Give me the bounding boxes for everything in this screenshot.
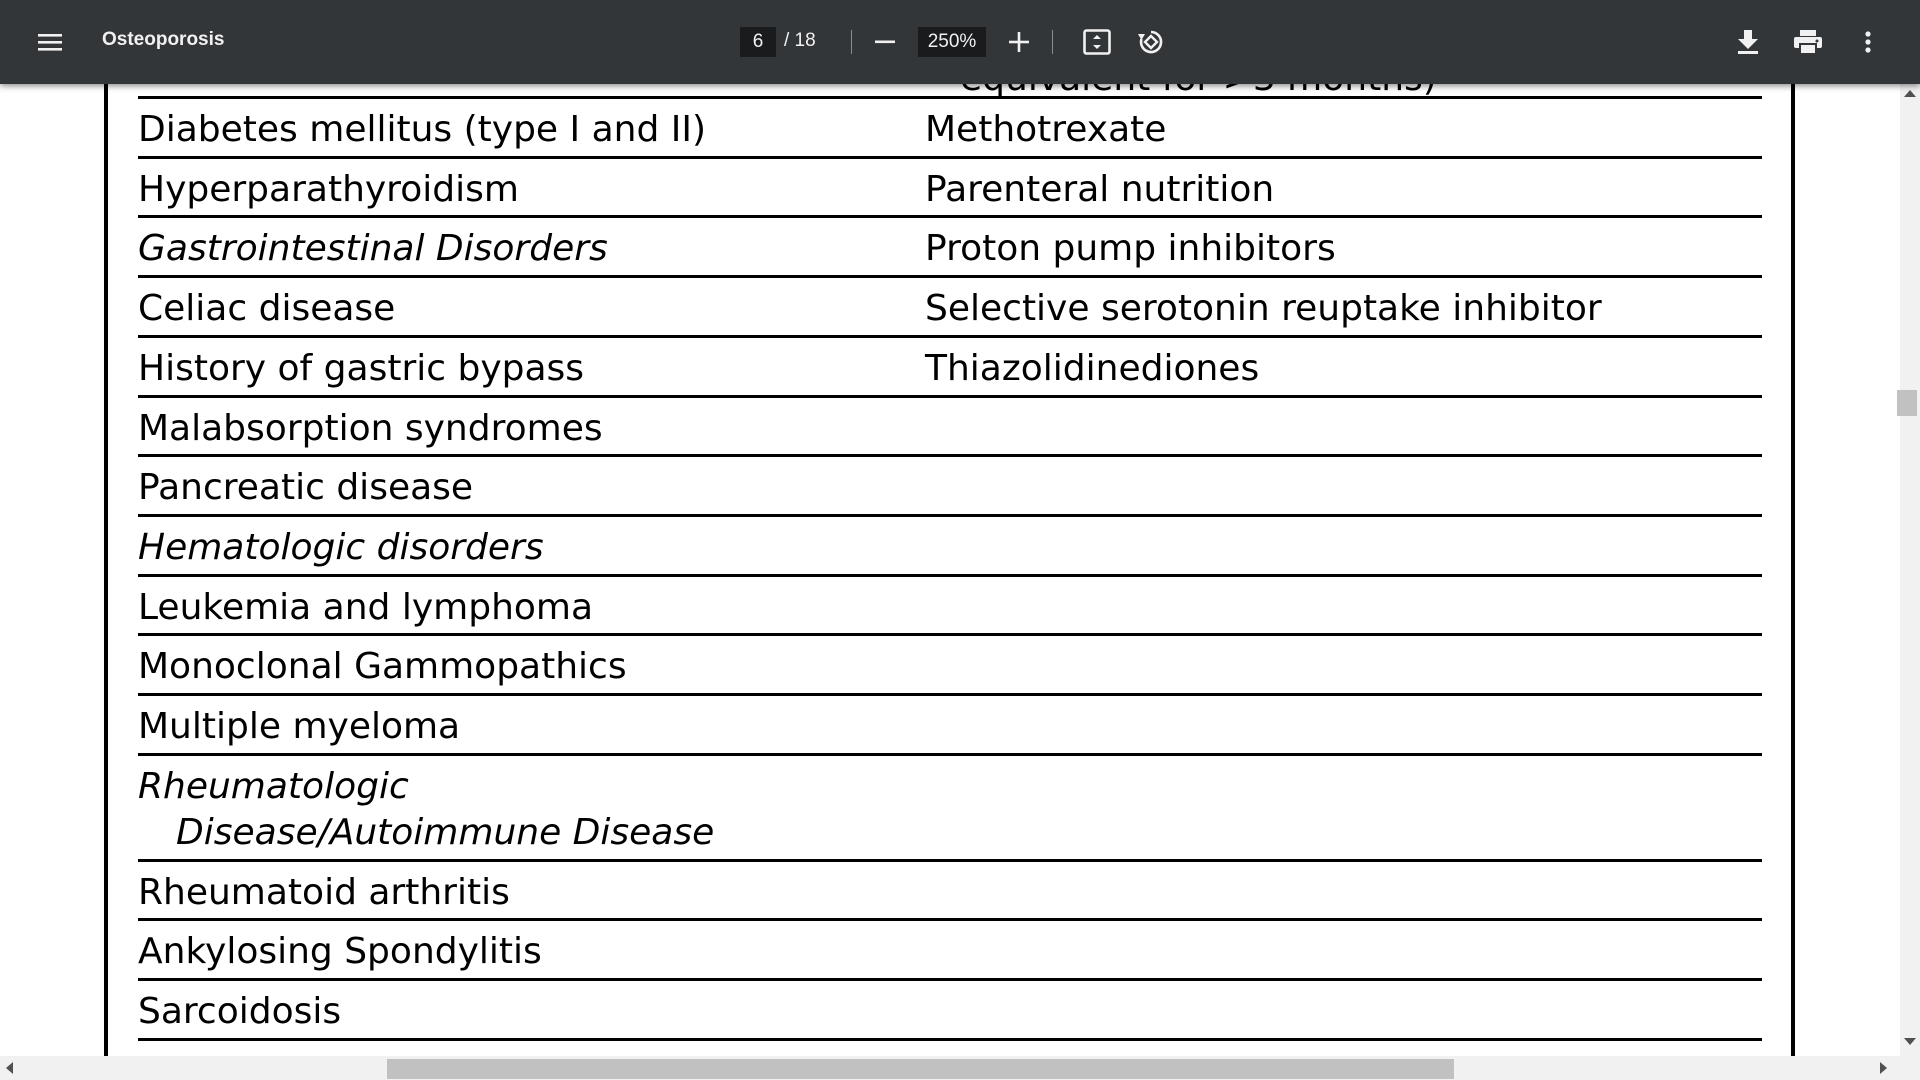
table-cell-condition: Celiac disease [138, 288, 396, 330]
row-divider [138, 693, 1762, 696]
fit-page-icon[interactable] [1077, 22, 1117, 62]
more-vert-icon[interactable] [1848, 22, 1888, 62]
scroll-down-icon[interactable] [1904, 1038, 1916, 1045]
table-cell-condition: Leukemia and lymphoma [138, 586, 594, 628]
table-cell-condition: Rheumatoid arthritis [138, 871, 510, 913]
toolbar-divider [851, 30, 852, 54]
table-cell-condition: Pancreatic disease [138, 467, 474, 509]
row-divider [138, 514, 1762, 517]
page-total: / 18 [784, 30, 816, 51]
rotate-icon[interactable] [1131, 22, 1171, 62]
document-title: Osteoporosis [102, 29, 225, 50]
row-divider [138, 454, 1762, 457]
row-divider [138, 859, 1762, 862]
row-divider [138, 918, 1762, 921]
table-cell-condition: Gastrointestinal Disorders [138, 228, 608, 270]
table-cell-condition: Multiple myeloma [138, 706, 461, 747]
table-border-right [1791, 84, 1795, 1056]
pdf-viewer [0, 84, 1900, 1056]
table-cell-condition-continuation: Disease/Autoimmune Disease [176, 811, 715, 853]
row-divider [138, 395, 1762, 398]
table-cell-medication: Parenteral nutrition [925, 168, 1275, 210]
row-divider [138, 978, 1762, 981]
table-cell-condition: Ankylosing Spondylitis [138, 931, 542, 973]
vertical-scrollbar[interactable] [1900, 84, 1920, 1056]
minus-icon[interactable] [865, 22, 905, 62]
zoom-input[interactable]: 250% [918, 27, 986, 57]
table-cell-condition: Monoclonal Gammopathics [138, 646, 627, 688]
plus-icon[interactable] [999, 22, 1039, 62]
table-cell-medication: Proton pump inhibitors [925, 228, 1336, 270]
page-number-input[interactable]: 6 [740, 27, 776, 57]
table-cell-condition: Hyperparathyroidism [138, 168, 519, 210]
scroll-up-icon[interactable] [1904, 90, 1916, 97]
row-divider [138, 1038, 1762, 1041]
row-divider [138, 156, 1762, 159]
row-divider [138, 753, 1762, 756]
horizontal-scrollbar-thumb[interactable] [387, 1059, 1454, 1079]
table-border-left [104, 84, 108, 1056]
table-cell-condition: Rheumatologic [138, 765, 409, 807]
print-icon[interactable] [1788, 22, 1828, 62]
row-divider [138, 335, 1762, 338]
row-divider [138, 275, 1762, 278]
table-cell-condition: Malabsorption syndromes [138, 407, 603, 449]
toolbar-divider [1052, 30, 1053, 54]
row-divider [138, 574, 1762, 577]
table-cell-medication: Methotrexate [925, 109, 1167, 150]
row-divider [138, 96, 1762, 99]
pdf-page [0, 84, 1900, 1056]
scroll-left-icon[interactable] [6, 1062, 13, 1074]
vertical-scrollbar-thumb[interactable] [1897, 390, 1917, 416]
row-divider [138, 633, 1762, 636]
table-cell-condition: History of gastric bypass [138, 347, 585, 389]
scroll-right-icon[interactable] [1880, 1062, 1887, 1074]
table-cell-condition: Hematologic disorders [138, 526, 544, 568]
table-cell-medication: Selective serotonin reuptake inhibitor [925, 288, 1602, 330]
row-divider [138, 215, 1762, 218]
table-cell-condition: Diabetes mellitus (type I and II) [138, 109, 707, 150]
download-icon[interactable] [1728, 22, 1768, 62]
pdf-toolbar [0, 0, 1920, 84]
menu-icon[interactable] [30, 22, 70, 62]
table-cell-condition: Sarcoidosis [138, 991, 342, 1033]
table-cell-medication: Thiazolidinediones [925, 347, 1260, 389]
